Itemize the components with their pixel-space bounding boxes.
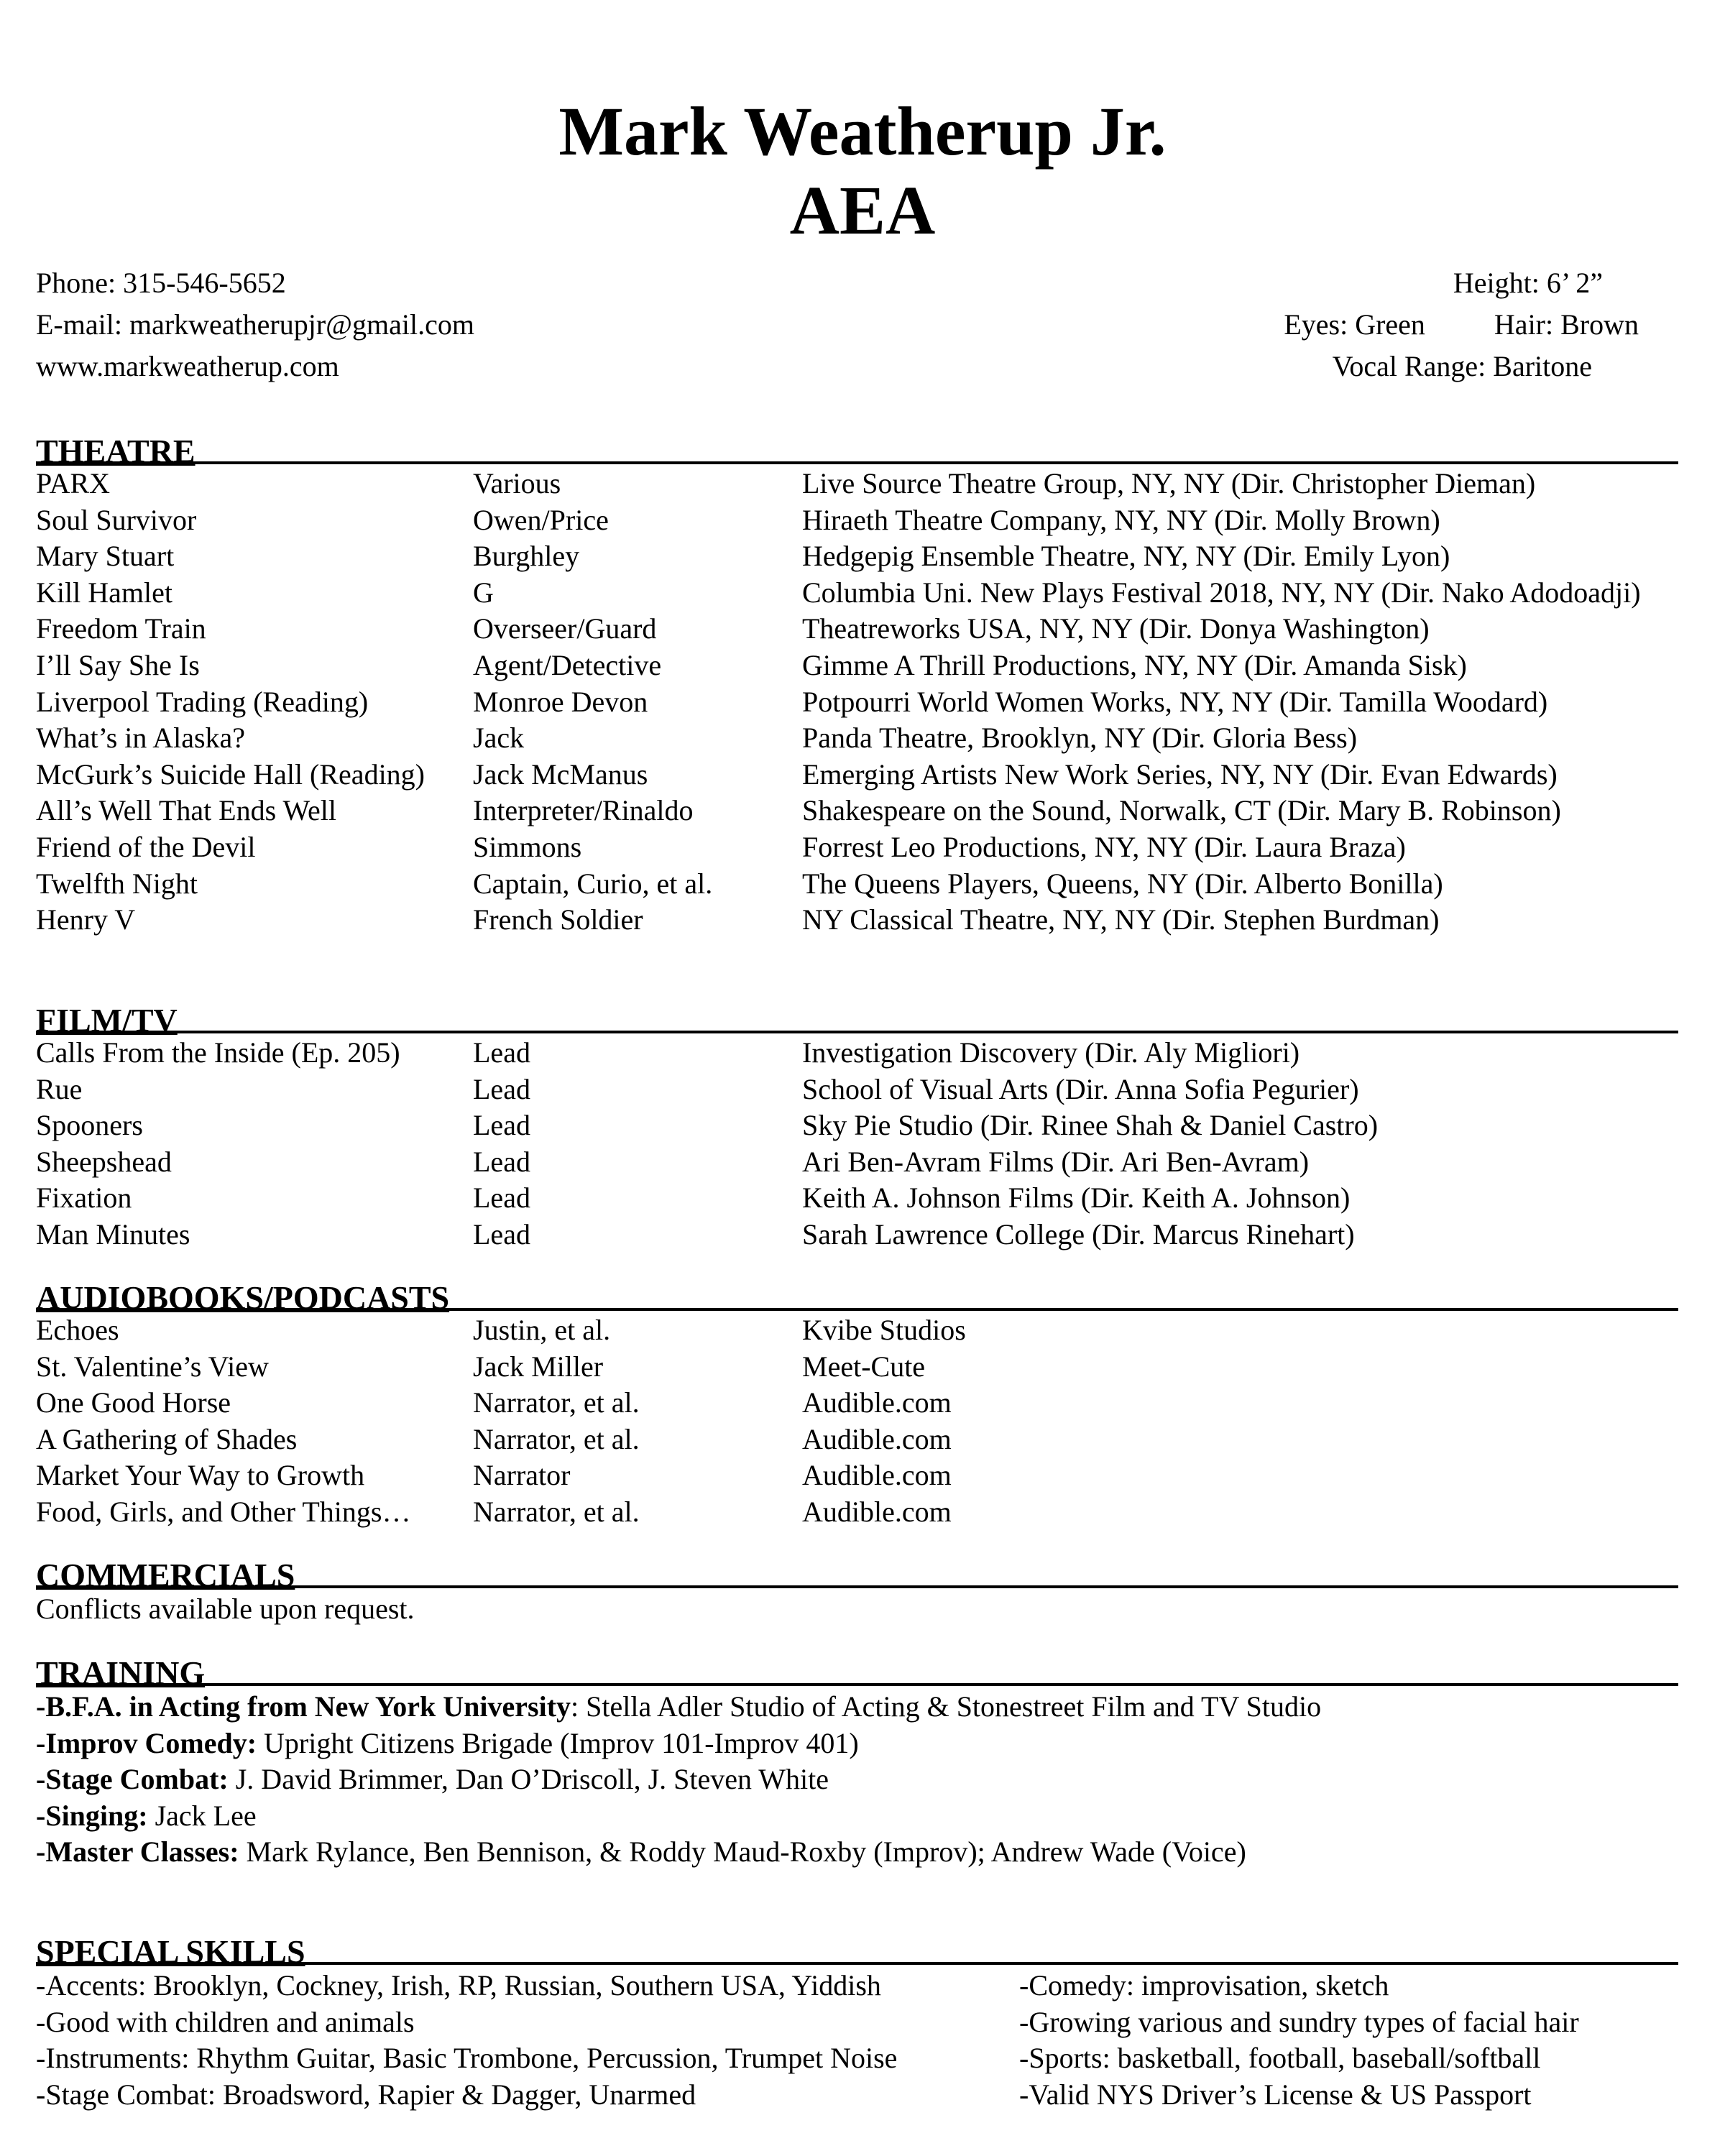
credit-title: McGurk’s Suicide Hall (Reading) bbox=[36, 757, 425, 791]
credit-title: Echoes bbox=[36, 1314, 119, 1346]
credit-role: Lead bbox=[473, 1181, 530, 1215]
credit-role: Lead bbox=[473, 1145, 530, 1178]
credit-title: Freedom Train bbox=[36, 612, 206, 645]
skill-item: -Accents: Brooklyn, Cockney, Irish, RP, Russian, Southern USA, Yiddish bbox=[36, 1969, 881, 2001]
credit-row bbox=[36, 466, 1689, 502]
credit-role: Jack McManus bbox=[473, 757, 648, 791]
credit-company: Forrest Leo Productions, NY, NY (Dir. Laura Braza) bbox=[802, 830, 1406, 863]
email: E-mail: markweatherupjr@gmail.com bbox=[36, 308, 474, 341]
skills-left-column bbox=[36, 1968, 897, 2113]
physical-stats bbox=[1121, 262, 1668, 387]
theatre-heading: THEATRE bbox=[36, 427, 1678, 464]
credit-role: Agent/Detective bbox=[473, 648, 662, 681]
credit-role: Overseer/Guard bbox=[473, 612, 657, 645]
union-affiliation: AEA bbox=[789, 172, 936, 249]
audiobooks-table bbox=[36, 1312, 1689, 1531]
credit-title: Henry V bbox=[36, 903, 136, 936]
credit-row bbox=[36, 538, 1689, 575]
eyes: Eyes: Green bbox=[1284, 308, 1425, 341]
contact-info bbox=[36, 262, 474, 387]
credit-company: Panda Theatre, Brooklyn, NY (Dir. Gloria Bess) bbox=[802, 722, 1358, 755]
credit-title: Spooners bbox=[36, 1109, 143, 1142]
skill-item: -Valid NYS Driver’s License & US Passport bbox=[1019, 2078, 1532, 2111]
credit-company: Gimme A Thrill Productions, NY, NY (Dir. Amanda Sisk) bbox=[802, 648, 1467, 681]
credit-company: Live Source Theatre Group, NY, NY (Dir. Christopher Dieman) bbox=[802, 467, 1536, 499]
credit-role: Simmons bbox=[473, 830, 582, 863]
credit-company: Columbia Uni. New Plays Festival 2018, NY, NY (Dir. Nako Adodoadji) bbox=[802, 576, 1641, 609]
credit-row bbox=[36, 1107, 1689, 1144]
training-item: -B.F.A. in Acting from New York University: Stella Adler Studio of Acting & Stonestreet Film and TV Studio bbox=[36, 1690, 1322, 1723]
commercials-heading: COMMERCIALS bbox=[36, 1551, 1678, 1588]
credit-row bbox=[36, 1144, 1689, 1181]
skills-heading: SPECIAL SKILLS bbox=[36, 1927, 1678, 1965]
credit-company: Potpourri World Women Works, NY, NY (Dir. Tamilla Woodard) bbox=[802, 685, 1548, 718]
vocal-range: Vocal Range: Baritone bbox=[1332, 350, 1592, 382]
credit-row bbox=[36, 1422, 1689, 1458]
credit-title: Twelfth Night bbox=[36, 867, 198, 900]
credit-company: Investigation Discovery (Dir. Aly Migliori) bbox=[802, 1036, 1300, 1069]
credit-row bbox=[36, 829, 1689, 866]
training-item: -Singing: Jack Lee bbox=[36, 1799, 257, 1832]
credit-role: Various bbox=[473, 467, 561, 499]
training-item: -Master Classes: Mark Rylance, Ben Bennison, & Roddy Maud-Roxby (Improv); Andrew Wade (Voice) bbox=[36, 1835, 1246, 1869]
credit-row bbox=[36, 902, 1689, 939]
credit-title: Rue bbox=[36, 1072, 83, 1105]
credit-company: Shakespeare on the Sound, Norwalk, CT (Dir. Mary B. Robinson) bbox=[802, 794, 1561, 827]
credit-title: Man Minutes bbox=[36, 1217, 190, 1250]
credit-row bbox=[36, 720, 1689, 757]
credit-role: Monroe Devon bbox=[473, 685, 648, 718]
credit-role: Lead bbox=[473, 1217, 530, 1250]
credit-role: Burghley bbox=[473, 540, 580, 573]
credit-row bbox=[36, 757, 1689, 793]
credit-role: Interpreter/Rinaldo bbox=[473, 794, 694, 827]
credit-company: Emerging Artists New Work Series, NY, NY (Dir. Evan Edwards) bbox=[802, 757, 1558, 791]
credit-title: Mary Stuart bbox=[36, 540, 175, 573]
credit-title: A Gathering of Shades bbox=[36, 1422, 298, 1455]
credit-company: Sarah Lawrence College (Dir. Marcus Rinehart) bbox=[802, 1217, 1355, 1250]
credit-row bbox=[36, 1180, 1689, 1217]
theatre-table bbox=[36, 466, 1689, 939]
credit-row bbox=[36, 648, 1689, 684]
credit-role: Lead bbox=[473, 1072, 530, 1105]
credit-company: NY Classical Theatre, NY, NY (Dir. Stephen Burdman) bbox=[802, 903, 1440, 936]
credit-company: Kvibe Studios bbox=[802, 1314, 966, 1346]
credit-title: St. Valentine’s View bbox=[36, 1350, 269, 1383]
credit-company: Meet-Cute bbox=[802, 1350, 926, 1383]
training-item: -Stage Combat: J. David Brimmer, Dan O’Driscoll, J. Steven White bbox=[36, 1763, 829, 1796]
film-tv-heading: FILM/TV bbox=[36, 996, 1678, 1033]
skill-item: -Comedy: improvisation, sketch bbox=[1019, 1969, 1389, 2001]
credit-role: Jack Miller bbox=[473, 1350, 604, 1383]
credit-company: Hedgepig Ensemble Theatre, NY, NY (Dir. Emily Lyon) bbox=[802, 540, 1450, 573]
eyes-hair bbox=[1121, 304, 1668, 346]
hair: Hair: Brown bbox=[1494, 308, 1639, 341]
skill-item: -Sports: basketball, football, baseball/softball bbox=[1019, 2042, 1541, 2075]
credit-row bbox=[36, 1312, 1689, 1349]
credit-role: Lead bbox=[473, 1109, 530, 1142]
film-tv-table bbox=[36, 1035, 1689, 1253]
credit-title: What’s in Alaska? bbox=[36, 722, 246, 755]
credit-row bbox=[36, 502, 1689, 539]
website: www.markweatherup.com bbox=[36, 350, 339, 382]
credit-company: Theatreworks USA, NY, NY (Dir. Donya Washington) bbox=[802, 612, 1430, 645]
credit-title: PARX bbox=[36, 467, 111, 499]
credit-role: Lead bbox=[473, 1036, 530, 1069]
credit-row bbox=[36, 1035, 1689, 1072]
skill-item: -Instruments: Rhythm Guitar, Basic Trombone, Percussion, Trumpet Noise bbox=[36, 2042, 898, 2075]
credit-role: Captain, Curio, et al. bbox=[473, 867, 713, 900]
credit-row bbox=[36, 866, 1689, 903]
credit-role: Jack bbox=[473, 722, 525, 755]
credit-title: One Good Horse bbox=[36, 1386, 231, 1419]
credit-row bbox=[36, 793, 1689, 829]
credit-title: All’s Well That Ends Well bbox=[36, 794, 336, 827]
credit-title: Food, Girls, and Other Things… bbox=[36, 1495, 411, 1528]
credit-company: Ari Ben-Avram Films (Dir. Ari Ben-Avram) bbox=[802, 1145, 1310, 1178]
credit-company: Audible.com bbox=[802, 1495, 952, 1528]
commercials-text: Conflicts available upon request. bbox=[36, 1593, 415, 1625]
skill-item: -Growing various and sundry types of facial hair bbox=[1019, 2005, 1579, 2038]
credit-company: Sky Pie Studio (Dir. Rinee Shah & Daniel Castro) bbox=[802, 1109, 1379, 1142]
credit-company: Audible.com bbox=[802, 1422, 952, 1455]
credit-role: Owen/Price bbox=[473, 503, 609, 536]
credit-row bbox=[36, 684, 1689, 721]
credit-title: Kill Hamlet bbox=[36, 576, 172, 609]
credit-company: Audible.com bbox=[802, 1459, 952, 1492]
skill-item: -Good with children and animals bbox=[36, 2005, 415, 2038]
audiobooks-heading: AUDIOBOOKS/PODCASTS bbox=[36, 1273, 1678, 1311]
credit-row bbox=[36, 611, 1689, 648]
credit-company: Keith A. Johnson Films (Dir. Keith A. Johnson) bbox=[802, 1181, 1351, 1215]
credit-row bbox=[36, 575, 1689, 612]
credit-row bbox=[36, 1494, 1689, 1531]
credit-role: Narrator, et al. bbox=[473, 1422, 640, 1455]
credit-title: Friend of the Devil bbox=[36, 830, 256, 863]
credit-role: Justin, et al. bbox=[473, 1314, 611, 1346]
credit-title: Liverpool Trading (Reading) bbox=[36, 685, 369, 718]
credit-company: Hiraeth Theatre Company, NY, NY (Dir. Molly Brown) bbox=[802, 503, 1440, 536]
credit-company: The Queens Players, Queens, NY (Dir. Alberto Bonilla) bbox=[802, 867, 1443, 900]
credit-role: Narrator, et al. bbox=[473, 1495, 640, 1528]
credit-title: Sheepshead bbox=[36, 1145, 172, 1178]
credit-row bbox=[36, 1349, 1689, 1386]
training-heading: TRAINING bbox=[36, 1649, 1678, 1686]
credit-role: Narrator bbox=[473, 1459, 571, 1492]
training-item: -Improv Comedy: Upright Citizens Brigade (Improv 101-Improv 401) bbox=[36, 1726, 859, 1759]
credit-row bbox=[36, 1457, 1689, 1494]
credit-title: Calls From the Inside (Ep. 205) bbox=[36, 1036, 400, 1069]
credit-row bbox=[36, 1217, 1689, 1253]
credit-company: Audible.com bbox=[802, 1386, 952, 1419]
credit-role: G bbox=[473, 576, 494, 609]
credit-role: Narrator, et al. bbox=[473, 1386, 640, 1419]
actor-name: Mark Weatherup Jr. bbox=[558, 93, 1167, 170]
credit-row bbox=[36, 1072, 1689, 1108]
credit-title: I’ll Say She Is bbox=[36, 648, 200, 681]
credit-title: Fixation bbox=[36, 1181, 132, 1215]
phone: Phone: 315-546-5652 bbox=[36, 267, 286, 299]
training-list bbox=[36, 1689, 1689, 1871]
credit-row bbox=[36, 1385, 1689, 1422]
skill-item: -Stage Combat: Broadsword, Rapier & Dagger, Unarmed bbox=[36, 2078, 696, 2111]
credit-title: Soul Survivor bbox=[36, 503, 197, 536]
credit-title: Market Your Way to Growth bbox=[36, 1459, 365, 1492]
credit-company: School of Visual Arts (Dir. Anna Sofia Pegurier) bbox=[802, 1072, 1359, 1105]
skills-right-column bbox=[1019, 1968, 1579, 2113]
credit-role: French Soldier bbox=[473, 903, 643, 936]
height: Height: 6’ 2” bbox=[1453, 267, 1603, 299]
